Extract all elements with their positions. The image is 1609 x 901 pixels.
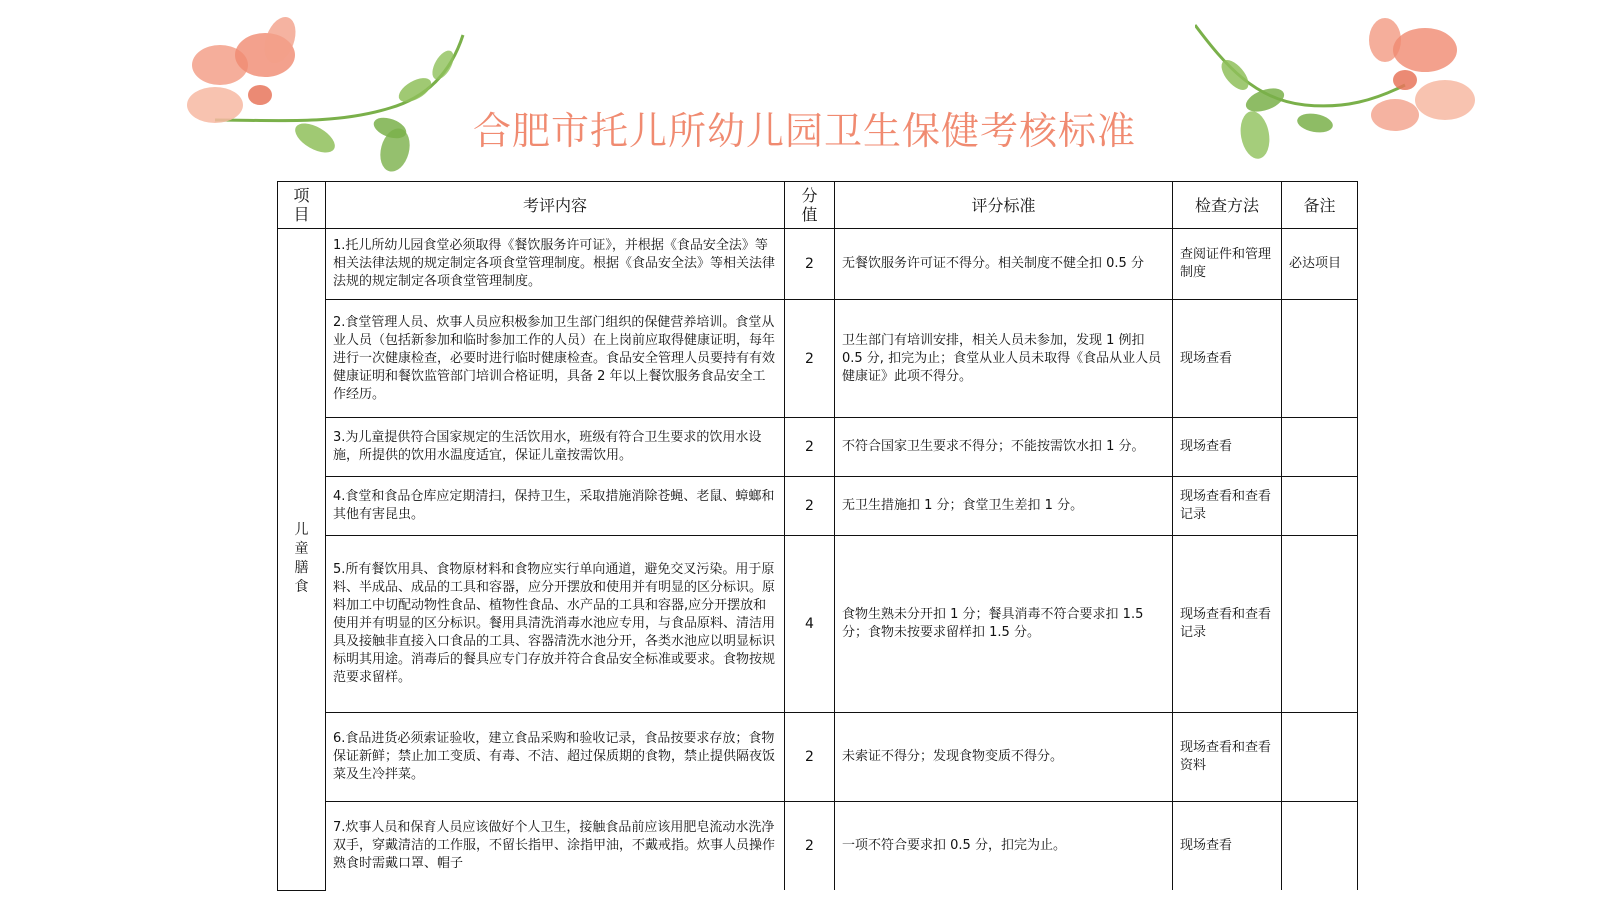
method-cell: 现场查看和查看记录 <box>1173 536 1282 713</box>
header-item: 项目 <box>278 182 326 229</box>
table-row <box>278 477 1358 536</box>
content-cell: 3.为儿童提供符合国家规定的生活饮用水，班级有符合卫生要求的饮用水设施，所提供的饮用水温度适宜，保证儿童按需饮用。 <box>326 418 785 477</box>
table-row <box>278 713 1358 802</box>
criteria-cell: 一项不符合要求扣 0.5 分，扣完为止。 <box>835 802 1173 891</box>
method-cell: 现场查看 <box>1173 802 1282 891</box>
content-cell: 1.托儿所幼儿园食堂必须取得《餐饮服务许可证》，并根据《食品安全法》等相关法律法规的规定制定各项食堂管理制度。根据《食品安全法》等相关法律法规的规定制定各项食堂管理制度。 <box>326 229 785 300</box>
method-cell: 现场查看和查看资料 <box>1173 713 1282 802</box>
content-cell: 6.食品进货必须索证验收，建立食品采购和验收记录，食品按要求存放；食物保证新鲜；禁止加工变质、有毒、不洁、超过保质期的食物，禁止提供隔夜饭菜及生冷拌菜。 <box>326 713 785 802</box>
content-cell: 7.炊事人员和保育人员应该做好个人卫生，接触食品前应该用肥皂流动水洗净双手，穿戴清洁的工作服，不留长指甲、涂指甲油，不戴戒指。炊事人员操作熟食时需戴口罩、帽子 <box>326 802 785 891</box>
table-row <box>278 418 1358 477</box>
criteria-cell: 不符合国家卫生要求不得分；不能按需饮水扣 1 分。 <box>835 418 1173 477</box>
score-cell: 2 <box>785 229 835 300</box>
header-content: 考评内容 <box>326 182 785 229</box>
method-cell: 现场查看和查看记录 <box>1173 477 1282 536</box>
criteria-cell: 无餐饮服务许可证不得分。相关制度不健全扣 0.5 分 <box>835 229 1173 300</box>
table-row <box>278 229 1358 300</box>
note-cell <box>1282 802 1358 891</box>
method-cell: 查阅证件和管理制度 <box>1173 229 1282 300</box>
note-cell: 必达项目 <box>1282 229 1358 300</box>
score-cell: 2 <box>785 477 835 536</box>
content-cell: 5.所有餐饮用具、食物原材料和食物应实行单向通道，避免交叉污染。用于原料、半成品、成品的工具和容器，应分开摆放和使用并有明显的区分标识。原料加工中切配动物性食品、植物性食品、水产品的工具和容器,应分开摆放和使用并有明显的区分标识。餐用具清洗消毒水池应专用，与食品原料、清洁用具及接触非直接入口食品的工具、容器清洗水池分开，各类水池应以明显标识标明其用途。消毒后的餐具应专门存放并符合食品安全标准或要求。食物按规范要求留样。 <box>326 536 785 713</box>
note-cell <box>1282 536 1358 713</box>
table-row <box>278 536 1358 713</box>
category-cell: 儿童膳食 <box>278 229 326 891</box>
note-cell <box>1282 713 1358 802</box>
score-cell: 2 <box>785 418 835 477</box>
table-row <box>278 802 1358 891</box>
note-cell <box>1282 477 1358 536</box>
header-criteria: 评分标准 <box>835 182 1173 229</box>
assessment-table <box>277 181 1358 891</box>
criteria-cell: 食物生熟未分开扣 1 分；餐具消毒不符合要求扣 1.5 分；食物未按要求留样扣 1.5 分。 <box>835 536 1173 713</box>
page-title: 合肥市托儿所幼儿园卫生保健考核标准 <box>472 109 1136 153</box>
criteria-cell: 无卫生措施扣 1 分；食堂卫生差扣 1 分。 <box>835 477 1173 536</box>
criteria-cell: 未索证不得分；发现食物变质不得分。 <box>835 713 1173 802</box>
header-method: 检查方法 <box>1173 182 1282 229</box>
header-score: 分值 <box>785 182 835 229</box>
note-cell <box>1282 418 1358 477</box>
header-note: 备注 <box>1282 182 1358 229</box>
score-cell: 4 <box>785 536 835 713</box>
table-header-row <box>278 182 1358 229</box>
method-cell: 现场查看 <box>1173 300 1282 418</box>
note-cell <box>1282 300 1358 418</box>
method-cell: 现场查看 <box>1173 418 1282 477</box>
score-cell: 2 <box>785 300 835 418</box>
score-cell: 2 <box>785 802 835 891</box>
score-cell: 2 <box>785 713 835 802</box>
criteria-cell: 卫生部门有培训安排，相关人员未参加，发现 1 例扣 0.5 分, 扣完为止；食堂从业人员未取得《食品从业人员健康证》此项不得分。 <box>835 300 1173 418</box>
content-cell: 4.食堂和食品仓库应定期清扫，保持卫生，采取措施消除苍蝇、老鼠、蟑螂和其他有害昆虫。 <box>326 477 785 536</box>
content-cell: 2.食堂管理人员、炊事人员应积极参加卫生部门组织的保健营养培训。食堂从业人员（包括新参加和临时参加工作的人员）在上岗前应取得健康证明，每年进行一次健康检查，必要时进行临时健康检查。食品安全管理人员要持有有效健康证明和餐饮监管部门培训合格证明，具备 2 年以上餐饮服务食品安全工作经历。 <box>326 300 785 418</box>
table-row <box>278 300 1358 418</box>
